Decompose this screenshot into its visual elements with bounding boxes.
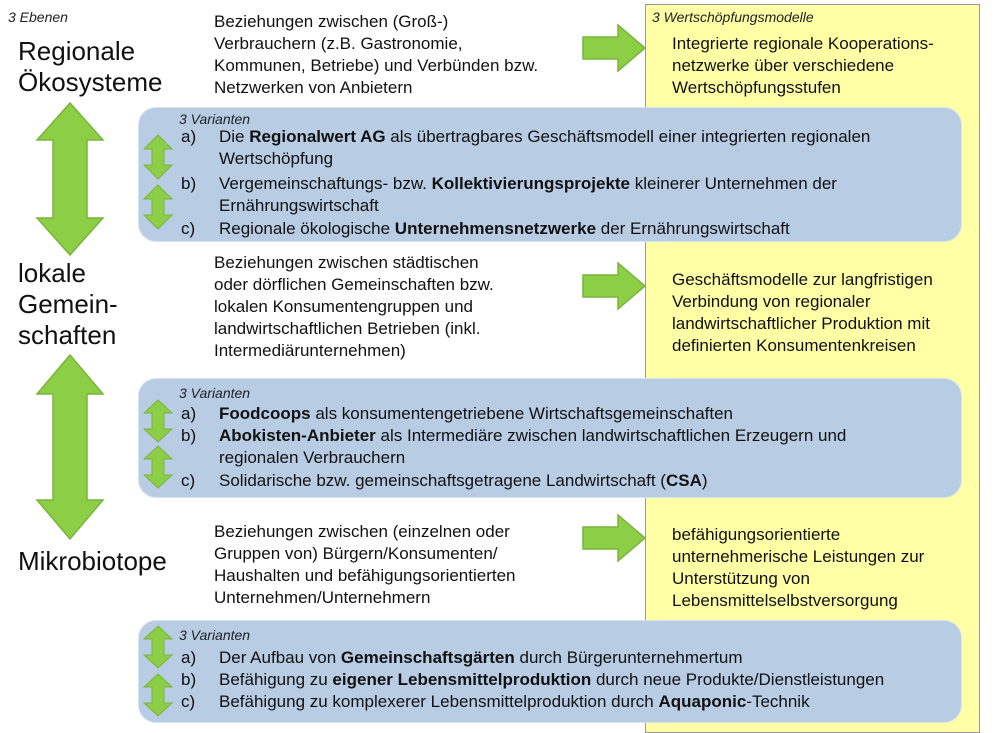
level-mikro: Mikrobiotope [18,546,167,576]
variant-label: c) [181,219,196,238]
models-header: 3 Wertschöpfungsmodelle [652,9,814,25]
variant-text-part: Ernährungswirtschaft [219,196,379,215]
variant-label: c) [181,692,196,711]
variant-text [219,425,954,469]
variant-box-lokal [138,378,962,498]
variant-title: 3 Varianten [179,111,251,127]
variant-box-mikro [138,620,962,723]
variant-keyword: CSA [665,471,702,490]
variant-keyword: Unternehmensnetzwerke [394,219,597,238]
double-arrow-icon [36,102,104,256]
level-lokal-line1: lokale [18,258,86,288]
relation-line: Netzwerken von Anbietern [214,78,413,97]
relation-line: Intermediärunternehmen) [214,341,406,360]
variant-text [219,647,954,669]
variant-title: 3 Varianten [179,627,251,643]
variant-label: b) [181,426,197,445]
variant-text [219,218,954,240]
variant-text-part: als Intermediäre zwischen landwirtschaftlichen Erzeugern und [375,426,847,445]
relation-line: Haushalten und befähigungsorientierten [214,566,516,585]
relation-line: Beziehungen zwischen städtischen [214,253,479,272]
small-double-arrow-icon [143,445,173,489]
variant-label: a) [181,404,197,423]
right-arrow-icon [582,24,646,72]
model-line: Unterstützung von [672,569,810,588]
variant-keyword: Gemeinschaftsgärten [340,648,515,667]
right-arrow-icon [582,514,646,562]
variant-text [219,470,954,492]
model-line: Integrierte regionale Kooperations- [672,34,934,53]
variant-text-part: Wertschöpfung [219,149,334,168]
variant-text-part: Vergemeinschaftungs- bzw. [219,174,432,193]
variant-text-part: kleinerer Unternehmen der [630,174,837,193]
relation-line: Kommunen, Betriebe) und Verbünden bzw. [214,56,539,75]
relation-line: oder dörflichen Gemeinschaften bzw. [214,275,494,294]
level-lokal [18,258,118,351]
relation-line: Beziehungen zwischen (einzelnen oder [214,522,510,541]
double-arrow-icon [36,354,104,540]
small-double-arrow-icon [143,184,173,230]
small-double-arrow-icon [143,399,173,443]
variant-keyword: Regionalwert AG [249,127,386,146]
variant-keyword: Aquaponic [658,692,747,711]
variant-text-part: Die [219,127,250,146]
variant-text-part: ) [701,471,708,490]
model-line: Wertschöpfungsstufen [672,78,841,97]
relation-line: Gruppen von) Bürgern/Konsumenten/ [214,544,498,563]
model-lokal [672,269,933,357]
variant-label: a) [181,127,197,146]
variant-text-part: Der Aufbau von [219,648,341,667]
variant-text [219,403,954,425]
model-line: Geschäftsmodelle zur langfristigen [672,270,933,289]
model-line: Lebensmittelselbstversorgung [672,591,898,610]
relation-line: Unternehmen/Unternehmern [214,588,431,607]
level-regional-line1: Regionale [18,36,136,66]
level-lokal-line3: schaften [18,320,117,350]
variant-keyword: Abokisten-Anbieter [219,426,376,445]
variant-text-part: als übertragbares Geschäftsmodell einer integrierten regionalen [385,127,871,146]
variant-label: b) [181,670,197,689]
relation-mikro [214,521,516,609]
variant-keyword: Kollektivierungsprojekte [431,174,631,193]
variant-text-part: durch Bürgerunternehmertum [514,648,743,667]
variant-text [219,691,954,713]
relation-regional [214,11,538,99]
variant-title: 3 Varianten [179,385,251,401]
small-double-arrow-icon [143,134,173,180]
variant-label: c) [181,471,196,490]
variant-label: b) [181,174,197,193]
variant-text-part: der Ernährungswirtschaft [596,219,790,238]
variant-keyword: Foodcoops [219,404,311,423]
variant-text-part: Solidarische bzw. gemeinschaftsgetragene Landwirtschaft ( [219,471,666,490]
variant-text [219,173,954,217]
level-lokal-line2: Gemein- [18,289,118,319]
variant-text [219,126,954,170]
model-line: Verbindung von regionaler [672,292,871,311]
variant-text-part: durch neue Produkte/Dienstleistungen [591,670,885,689]
model-line: landwirtschaftlicher Produktion mit [672,314,930,333]
variant-text-part: Regionale ökologische [219,219,395,238]
variant-keyword: eigener Lebensmittelproduktion [332,670,592,689]
small-double-arrow-icon [143,673,173,717]
model-line: unternehmerische Leistungen zur [672,547,925,566]
right-arrow-icon [582,262,646,310]
model-regional [672,33,934,99]
variant-text-part: regionalen Verbrauchern [219,448,406,467]
relation-line: landwirtschaftlichen Betrieben (inkl. [214,319,481,338]
relation-line: Beziehungen zwischen (Groß-) [214,12,449,31]
variant-text-part: Befähigung zu komplexerer Lebensmittelproduktion durch [219,692,659,711]
levels-header: 3 Ebenen [8,9,68,25]
model-line: netzwerke über verschiedene [672,56,895,75]
variant-label: a) [181,648,197,667]
variant-box-regional [138,107,962,242]
relation-line: Verbrauchern (z.B. Gastronomie, [214,34,463,53]
model-mikro [672,524,924,612]
variant-text-part: -Technik [746,692,810,711]
variant-text-part: Befähigung zu [219,670,333,689]
model-line: befähigungsorientierte [672,525,841,544]
level-regional-line2: Ökosysteme [18,67,163,97]
relation-line: lokalen Konsumentengruppen und [214,297,473,316]
level-regional [18,36,163,98]
model-line: definierten Konsumentenkreisen [672,336,916,355]
relation-lokal [214,252,494,362]
variant-text-part: als konsumentengetriebene Wirtschaftsgemeinschaften [310,404,734,423]
variant-text [219,669,954,691]
small-double-arrow-icon [143,625,173,669]
